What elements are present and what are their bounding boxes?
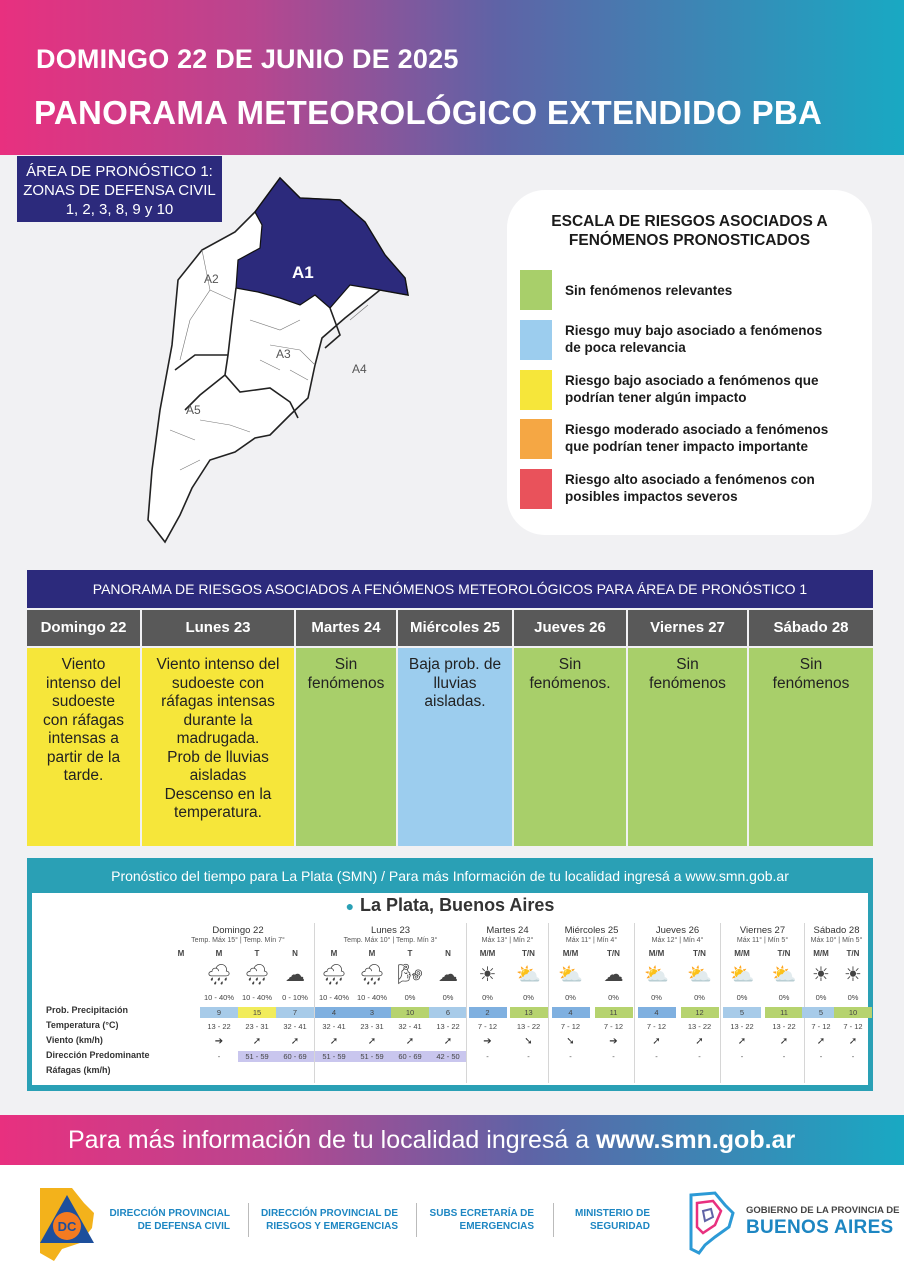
legend-swatch-yellow xyxy=(520,370,552,410)
weather-icon: ☁ xyxy=(438,964,458,986)
org-ministerio: MINISTERIO DE SEGURIDAD xyxy=(574,1208,650,1232)
temperature-value: 9 xyxy=(200,1007,238,1018)
wind-speed: 13 - 22 xyxy=(516,1022,541,1031)
wind-direction-icon: ➚ xyxy=(737,1036,747,1047)
header-banner xyxy=(0,0,904,155)
wind-speed: 7 - 12 xyxy=(646,1022,667,1031)
legend-swatch-blue xyxy=(520,320,552,360)
wind-gusts: 60 - 69 xyxy=(391,1051,429,1062)
wind-speed: 32 - 41 xyxy=(283,1022,307,1031)
precip-prob: 0% xyxy=(847,993,859,1002)
legend-item-none xyxy=(520,270,860,310)
day-name: Miércoles 25 xyxy=(398,610,512,646)
weather-icon: 🌧 xyxy=(359,964,385,986)
wind-speed: 23 - 31 xyxy=(245,1022,269,1031)
precip-prob: 10 - 40% xyxy=(356,993,388,1002)
wind-gusts: 60 - 69 xyxy=(276,1051,314,1062)
row-label-wind: Viento (km/h) xyxy=(46,1035,103,1045)
legend-swatch-green xyxy=(520,270,552,310)
day-description: Sin fenómenos xyxy=(628,648,747,846)
day-column xyxy=(514,610,626,846)
wind-gusts: - xyxy=(527,1052,530,1061)
wind-gusts xyxy=(162,1051,200,1062)
weather-icon: ⛅ xyxy=(644,964,669,986)
temperature-value: 6 xyxy=(429,1007,467,1018)
wind-speed: 13 - 22 xyxy=(772,1022,796,1031)
precip-prob: 0% xyxy=(608,993,619,1002)
wind-direction-icon: ➚ xyxy=(367,1036,377,1047)
forecast-period: N xyxy=(292,949,298,958)
wind-direction-icon: ➚ xyxy=(405,1036,415,1047)
day-column xyxy=(296,610,396,846)
gob-line2: BUENOS AIRES xyxy=(746,1217,894,1238)
weather-icon: ⛅ xyxy=(558,964,583,986)
legend-swatch-red xyxy=(520,469,552,509)
forecast-day-title: Martes 24 xyxy=(486,925,529,936)
forecast-day-temps: Máx 11° | Mín 4° xyxy=(565,937,618,944)
forecast-period: M/M xyxy=(648,949,665,958)
forecast-header: Pronóstico del tiempo para La Plata (SMN) / Para más Información de tu localidad ingresá a www.smn.gob.ar xyxy=(111,868,789,884)
precip-prob: 0% xyxy=(815,993,827,1002)
footer-banner-text: Para más información de tu localidad ingresá a xyxy=(68,1126,597,1154)
precip-prob: 0 - 10% xyxy=(282,993,308,1002)
forecast-period: M/M xyxy=(813,949,829,958)
wind-gusts: 51 - 59 xyxy=(353,1051,391,1062)
forecast-period: T/N xyxy=(693,949,706,958)
forecast-day-title: Sábado 28 xyxy=(813,925,860,936)
wind-gusts: - xyxy=(740,1052,744,1061)
buenos-aires-province-logo-icon xyxy=(685,1187,737,1257)
map-label-a2: A2 xyxy=(204,272,219,286)
forecast-day-temps: Máx 11° | Mín 5° xyxy=(736,937,789,944)
day-description: Sin fenómenos xyxy=(749,648,873,846)
temperature-value: 15 xyxy=(238,1007,276,1018)
forecast-period: T/N xyxy=(607,949,620,958)
forecast-period: T/N xyxy=(846,949,860,958)
day-column xyxy=(27,610,140,846)
weather-icon: 🌧 xyxy=(244,964,270,986)
legend-label: Riesgo muy bajo asociado a fenómenos de poca relevancia xyxy=(565,323,823,355)
legend-item-low xyxy=(520,370,860,410)
province-map xyxy=(140,170,430,550)
weather-icon: ⛅ xyxy=(729,964,755,986)
wind-gusts: - xyxy=(698,1052,701,1061)
temperature-value: 4 xyxy=(315,1007,353,1018)
map-label-a3: A3 xyxy=(276,347,291,361)
wind-speed: 32 - 41 xyxy=(322,1022,346,1031)
weather-icon: ☀ xyxy=(844,964,862,986)
temperature-value: 2 xyxy=(469,1007,507,1018)
wind-direction-icon: ➚ xyxy=(252,1036,262,1047)
forecast-day-temps: Temp. Máx 10° | Temp. Mín 3° xyxy=(343,937,438,944)
divider xyxy=(553,1203,554,1237)
forecast-day-group xyxy=(548,923,634,1083)
weather-icon: ⛅ xyxy=(516,964,541,986)
forecast-period: T xyxy=(407,949,413,958)
forecast-period: M xyxy=(330,949,338,958)
footer-banner-url[interactable]: www.smn.gob.ar xyxy=(596,1126,796,1154)
legend-title-line2: FENÓMENOS PRONOSTICADOS xyxy=(568,232,811,249)
precip-prob: 0% xyxy=(651,993,662,1002)
day-description: Viento intenso del sudoeste con ráfagas intensas durante la madrugada. Prob de lluvias aisladas Descenso en la temperatura. xyxy=(142,648,294,846)
precip-prob: 0% xyxy=(482,993,493,1002)
weather-icon: ⛅ xyxy=(687,964,712,986)
wind-speed: 7 - 12 xyxy=(603,1022,624,1031)
weather-icon: 🌧 xyxy=(206,964,232,986)
day-column xyxy=(142,610,294,846)
temperature-value: 10 xyxy=(834,1007,872,1018)
wind-direction-icon: ➔ xyxy=(609,1036,618,1047)
legend-label: Riesgo alto asociado a fenómenos con posibles impactos severos xyxy=(565,472,815,504)
temperature-value: 7 xyxy=(276,1007,314,1018)
day-name: Viernes 27 xyxy=(628,610,747,646)
wind-direction-icon: ➚ xyxy=(443,1036,453,1047)
day-name: Lunes 23 xyxy=(142,610,294,646)
forecast-day-group xyxy=(634,923,720,1083)
precip-prob: 0% xyxy=(778,993,790,1002)
precip-prob: 0% xyxy=(523,993,534,1002)
row-label-precip: Prob. Precipitación xyxy=(46,1005,129,1015)
forecast-period: M xyxy=(177,949,185,958)
wind-direction-icon: ➔ xyxy=(214,1036,224,1047)
legend-item-very-low xyxy=(520,320,860,360)
org-riesgos-emergencias: DIRECCIÓN PROVINCIAL DE RIESGOS Y EMERGENCIAS xyxy=(260,1208,398,1232)
day-name: Domingo 22 xyxy=(27,610,140,646)
forecast-day-title: Jueves 26 xyxy=(655,925,700,936)
wind-direction-icon: ➔ xyxy=(483,1036,492,1047)
legend-item-high xyxy=(520,469,860,509)
wind-gusts: - xyxy=(851,1052,855,1061)
wind-gusts: 42 - 50 xyxy=(429,1051,467,1062)
wind-speed: 7 - 12 xyxy=(477,1022,498,1031)
wind-direction-icon: ➚ xyxy=(816,1036,826,1047)
temperature-value: 4 xyxy=(638,1007,676,1018)
wind-direction-icon: ➚ xyxy=(695,1036,704,1047)
divider xyxy=(416,1203,417,1237)
map-label-a5: A5 xyxy=(186,403,201,417)
forecast-period: M/M xyxy=(562,949,579,958)
day-column xyxy=(628,610,747,846)
precip-prob: 10 - 40% xyxy=(203,993,235,1002)
wind-gusts: 51 - 59 xyxy=(238,1051,276,1062)
legend-title-line1: ESCALA DE RIESGOS ASOCIADOS A xyxy=(551,213,828,230)
weather-icon xyxy=(162,963,200,987)
forecast-period: M/M xyxy=(734,949,750,958)
forecast-day-title: Lunes 23 xyxy=(370,925,411,936)
svg-text:DC: DC xyxy=(57,1219,77,1234)
forecast-day-title: Domingo 22 xyxy=(212,925,264,936)
wind-speed: 7 - 12 xyxy=(843,1022,863,1031)
legend-label: Riesgo bajo asociado a fenómenos que podrían tener algún impacto xyxy=(565,373,819,405)
day-column xyxy=(749,610,873,846)
wind-gusts: 51 - 59 xyxy=(315,1051,353,1062)
precip-prob: 10 - 40% xyxy=(318,993,350,1002)
area-box-line3: 1, 2, 3, 8, 9 y 10 xyxy=(65,201,174,218)
row-label-temp: Temperatura (°C) xyxy=(46,1020,119,1030)
wind-speed: 23 - 31 xyxy=(360,1022,384,1031)
wind-gusts: - xyxy=(569,1052,572,1061)
forecast-period: M/M xyxy=(479,949,496,958)
weather-icon: ☀ xyxy=(812,964,830,986)
location-name: La Plata, Buenos Aires xyxy=(360,895,555,915)
temperature-value: 4 xyxy=(552,1007,590,1018)
report-title: PANORAMA METEOROLÓGICO EXTENDIDO PBA xyxy=(34,94,823,131)
org-subsecretaria: SUBS ECRETARÍA DE EMERGENCIAS xyxy=(429,1208,534,1232)
temperature-value: 5 xyxy=(802,1007,840,1018)
precip-prob: 0% xyxy=(736,993,748,1002)
map-label-a4: A4 xyxy=(352,362,367,376)
smn-forecast-panel xyxy=(27,858,873,1091)
area-box-line2: ZONAS DE DEFENSA CIVIL xyxy=(23,182,216,199)
wind-speed: 32 - 41 xyxy=(398,1022,422,1031)
row-label-gusts: Ráfagas (km/h) xyxy=(46,1065,111,1075)
temperature-value: 5 xyxy=(723,1007,761,1018)
day-description: Sin fenómenos xyxy=(296,648,396,846)
forecast-day-group xyxy=(314,923,466,1083)
forecast-day-temps: Temp. Máx 15° | Temp. Mín 7° xyxy=(191,937,285,944)
divider xyxy=(248,1203,249,1237)
org-defensa-civil: DIRECCIÓN PROVINCIAL DE DEFENSA CIVIL xyxy=(109,1208,230,1232)
precip-prob: 10 - 40% xyxy=(241,993,273,1002)
area-a1-region xyxy=(236,178,408,308)
wind-gusts: - xyxy=(655,1052,658,1061)
forecast-location xyxy=(32,895,868,916)
legend-title xyxy=(507,212,872,250)
wind-speed: 13 - 22 xyxy=(207,1022,231,1031)
wind-direction-icon: ➚ xyxy=(779,1036,789,1047)
panorama-title: PANORAMA DE RIESGOS ASOCIADOS A FENÓMENOS METEOROLÓGICOS PARA ÁREA DE PRONÓSTICO 1 xyxy=(27,570,873,608)
weather-icon: ⛅ xyxy=(771,964,797,986)
temperature-value: 10 xyxy=(391,1007,429,1018)
forecast-period: T/N xyxy=(522,949,535,958)
temperature-value: 12 xyxy=(681,1007,719,1018)
precip-prob: 0% xyxy=(404,993,416,1002)
temperature-value: 11 xyxy=(595,1007,633,1018)
defensa-civil-logo-icon xyxy=(32,1183,102,1265)
forecast-period: N xyxy=(445,949,451,958)
precip-prob: 0% xyxy=(442,993,454,1002)
footer-banner xyxy=(0,1115,904,1165)
wind-speed: 13 - 22 xyxy=(730,1022,754,1031)
day-description: Viento intenso del sudoeste con ráfagas intensas a partir de la tarde. xyxy=(27,648,140,846)
area-box-line1: ÁREA DE PRONÓSTICO 1: xyxy=(26,163,213,180)
forecast-period: T/N xyxy=(777,949,791,958)
wind-direction-icon: ➘ xyxy=(524,1036,533,1047)
temperature-value xyxy=(162,1007,200,1018)
wind-speed: 13 - 22 xyxy=(687,1022,712,1031)
legend-label: Sin fenómenos relevantes xyxy=(565,283,733,298)
forecast-day-title: Viernes 27 xyxy=(739,925,786,936)
day-name: Martes 24 xyxy=(296,610,396,646)
temperature-value: 13 xyxy=(510,1007,548,1018)
legend-label: Riesgo moderado asociado a fenómenos que podrían tener impacto importante xyxy=(565,422,829,454)
legend-item-moderate xyxy=(520,419,860,459)
wind-gusts: - xyxy=(486,1052,489,1061)
forecast-period: M xyxy=(368,949,376,958)
row-label-direction: Dirección Predominante xyxy=(46,1050,150,1060)
temperature-value: 11 xyxy=(765,1007,803,1018)
gob-line1: GOBIERNO DE LA PROVINCIA DE xyxy=(746,1205,900,1216)
forecast-day-group xyxy=(720,923,804,1083)
wind-gusts: - xyxy=(819,1052,823,1061)
day-description: Sin fenómenos. xyxy=(514,648,626,846)
footer-logos xyxy=(0,1165,904,1280)
forecast-period: T xyxy=(254,949,260,958)
location-pin-icon: ● xyxy=(345,898,355,914)
wind-direction-icon: ➘ xyxy=(566,1036,575,1047)
wind-speed: 7 - 12 xyxy=(560,1022,581,1031)
weather-icon: 🌧 xyxy=(321,964,347,986)
risk-days-table xyxy=(27,610,873,846)
forecast-day-temps: Máx 12° | Mín 4° xyxy=(651,937,704,944)
temperature-value: 3 xyxy=(353,1007,391,1018)
weather-icon: ☁ xyxy=(603,964,624,986)
forecast-table xyxy=(32,893,868,1085)
day-name: Sábado 28 xyxy=(749,610,873,646)
weather-icon: ☁ xyxy=(285,964,305,986)
forecast-period: M xyxy=(215,949,223,958)
wind-direction-icon: ➚ xyxy=(848,1036,858,1047)
weather-icon: ☀ xyxy=(478,964,497,986)
forecast-day-group xyxy=(804,923,868,1083)
forecast-day-temps: Máx 13° | Mín 2° xyxy=(481,937,534,944)
report-date: DOMINGO 22 DE JUNIO DE 2025 xyxy=(36,44,459,74)
forecast-day-temps: Máx 10° | Mín 5° xyxy=(810,937,863,944)
forecast-day-group xyxy=(162,923,314,1083)
forecast-day-title: Miércoles 25 xyxy=(564,925,619,936)
wind-gusts: - xyxy=(782,1052,786,1061)
precip-prob: 0% xyxy=(694,993,705,1002)
wind-direction-icon: ➚ xyxy=(329,1036,339,1047)
wind-speed: 13 - 22 xyxy=(436,1022,460,1031)
wind-gusts: - xyxy=(612,1052,615,1061)
day-description: Baja prob. de lluvias aisladas. xyxy=(398,648,512,846)
forecast-day-group xyxy=(466,923,548,1083)
precip-prob: 0% xyxy=(565,993,576,1002)
day-name: Jueves 26 xyxy=(514,610,626,646)
map-label-a1: A1 xyxy=(292,263,314,282)
weather-icon: 🌬 xyxy=(397,964,423,986)
wind-speed: 7 - 12 xyxy=(811,1022,831,1031)
wind-direction-icon: ➚ xyxy=(652,1036,661,1047)
wind-direction-icon: ➚ xyxy=(290,1036,300,1047)
day-column xyxy=(398,610,512,846)
wind-gusts: - xyxy=(217,1052,221,1061)
legend-swatch-orange xyxy=(520,419,552,459)
risk-legend xyxy=(507,190,872,535)
